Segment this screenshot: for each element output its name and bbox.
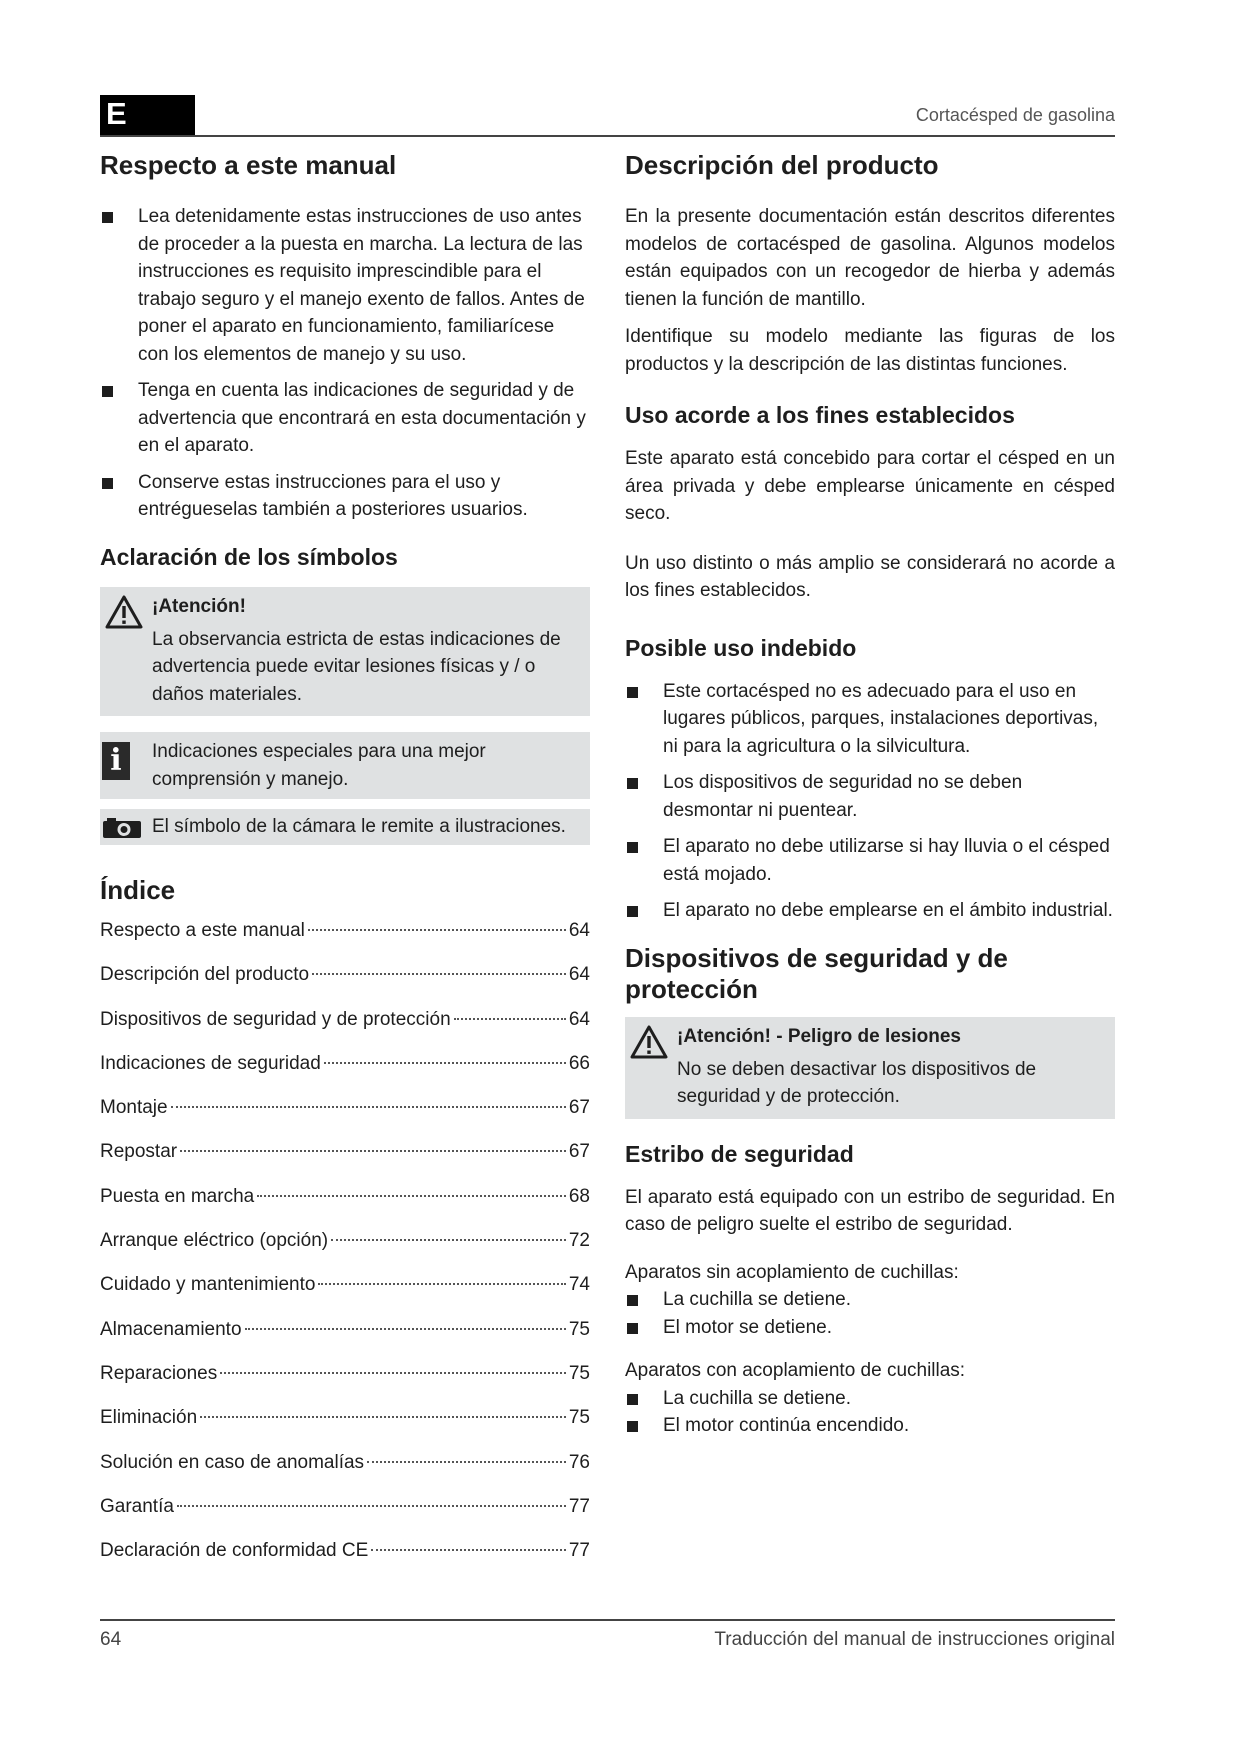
page-number: 64 <box>100 1629 122 1650</box>
list-item: Este cortacésped no es adecuado para el uso en lugares públicos, parques, instalaciones deportivas, ni para la agricultura o la silvicultura. <box>625 678 1115 761</box>
toc-row <box>100 1407 590 1451</box>
page-footer <box>100 1619 1115 1650</box>
toc-page: 75 <box>568 1407 590 1429</box>
toc-title: Dispositivos de seguridad y de protección <box>100 1008 451 1030</box>
intended-use-paragraph: Este aparato está concebido para cortar el césped en un área privada y debe emplearse únicamente en césped seco. <box>625 448 1115 524</box>
toc-row <box>100 920 590 964</box>
toc-page: 77 <box>568 1540 590 1562</box>
left-column <box>100 150 590 1584</box>
toc-leader <box>371 1549 566 1551</box>
manual-heading: Respecto a este manual <box>100 150 397 180</box>
list-item: Lea detenidamente estas instrucciones de uso antes de proceder a la puesta en marcha. La lectura de las instrucciones es requisito imprescindible para el trabajo seguro y el manejo exento de fallos. Antes de poner el aparato en funcionamiento, familiarícese con los elementos de manejo y su uso. <box>100 203 590 368</box>
table-of-contents <box>100 920 590 1584</box>
toc-leader <box>308 929 566 931</box>
safety-attention-title: ¡Atención! - Peligro de lesiones <box>677 1025 961 1047</box>
info-icon: i <box>102 742 130 780</box>
warning-triangle-icon <box>630 1025 668 1059</box>
toc-leader <box>177 1505 566 1507</box>
toc-row <box>100 1009 590 1053</box>
language-tab <box>100 95 195 135</box>
product-paragraph: En la presente documentación están descritos diferentes modelos de cortacésped de gasolina. Algunos modelos están equipados con un recogedor de hierba y además tienen la función de mantillo. <box>625 206 1115 310</box>
toc-title: Declaración de conformidad CE <box>100 1540 369 1562</box>
product-heading: Descripción del producto <box>625 150 939 180</box>
toc-row <box>100 1363 590 1407</box>
camera-icon <box>102 817 142 839</box>
toc-title: Garantía <box>100 1495 174 1517</box>
toc-title: Puesta en marcha <box>100 1185 255 1207</box>
toc-leader <box>367 1461 566 1463</box>
toc-leader <box>180 1150 566 1152</box>
list-item: El aparato no debe emplearse en el ámbito industrial. <box>625 897 1115 925</box>
toc-page: 77 <box>568 1495 590 1517</box>
toc-row <box>100 1230 590 1274</box>
toc-page: 76 <box>568 1451 590 1473</box>
toc-row <box>100 1274 590 1318</box>
list-item: El aparato no debe utilizarse si hay lluvia o el césped está mojado. <box>625 833 1115 888</box>
toc-page: 67 <box>568 1097 590 1119</box>
symbols-heading: Aclaración de los símbolos <box>100 543 398 570</box>
safety-heading: Dispositivos de seguridad y de protección <box>625 942 1008 1004</box>
page-header <box>100 95 1115 137</box>
toc-page: 66 <box>568 1052 590 1074</box>
list-item: El motor se detiene. <box>625 1314 1115 1342</box>
toc-leader <box>331 1239 566 1241</box>
toc-row <box>100 1053 590 1097</box>
toc-title: Descripción del producto <box>100 964 310 986</box>
toc-page: 74 <box>568 1274 590 1296</box>
list-item: Tenga en cuenta las indicaciones de seguridad y de advertencia que encontrará en esta documentación y en el aparato. <box>100 377 590 460</box>
toc-page: 64 <box>568 1008 590 1030</box>
toc-row <box>100 1097 590 1141</box>
footer-text: Traducción del manual de instrucciones original <box>714 1629 1115 1650</box>
toc-page: 75 <box>568 1362 590 1384</box>
toc-row <box>100 1540 590 1584</box>
toc-leader <box>257 1195 566 1197</box>
warning-triangle-icon <box>105 595 143 629</box>
attention-box <box>100 587 590 717</box>
toc-title: Cuidado y mantenimiento <box>100 1274 316 1296</box>
without-coupling-bullets <box>625 1286 1115 1341</box>
safety-attention-box <box>625 1017 1115 1119</box>
attention-text: La observancia estricta de estas indicaciones de advertencia puede evitar lesiones físicas y / o daños materiales. <box>152 628 561 705</box>
toc-page: 64 <box>568 964 590 986</box>
language-code: E <box>106 96 127 131</box>
toc-row <box>100 1496 590 1540</box>
header-title: Cortacésped de gasolina <box>915 105 1115 125</box>
toc-leader <box>220 1372 566 1374</box>
toc-row <box>100 964 590 1008</box>
with-coupling-bullets <box>625 1385 1115 1440</box>
list-item: Los dispositivos de seguridad no se deben desmontar ni puentear. <box>625 769 1115 824</box>
misuse-bullets <box>625 678 1115 925</box>
attention-title: ¡Atención! <box>152 595 246 617</box>
toc-row <box>100 1452 590 1496</box>
toc-title: Almacenamiento <box>100 1318 242 1340</box>
list-item: El motor continúa encendido. <box>625 1412 1115 1440</box>
toc-row <box>100 1186 590 1230</box>
toc-row <box>100 1319 590 1363</box>
toc-title: Eliminación <box>100 1407 198 1429</box>
toc-leader <box>312 973 566 975</box>
toc-leader <box>200 1416 566 1418</box>
toc-leader <box>245 1328 566 1330</box>
info-box <box>100 732 590 799</box>
index-heading: Índice <box>100 875 176 905</box>
info-text: Indicaciones especiales para una mejor comprensión y manejo. <box>152 741 486 790</box>
toc-leader <box>171 1106 566 1108</box>
with-coupling-label: Aparatos con acoplamiento de cuchillas: <box>625 1360 966 1381</box>
toc-row <box>100 1141 590 1185</box>
stirrup-heading: Estribo de seguridad <box>625 1140 854 1167</box>
product-paragraph: Identifique su modelo mediante las figuras de los productos y la descripción de las distintas funciones. <box>625 326 1115 375</box>
list-item: La cuchilla se detiene. <box>625 1385 1115 1413</box>
manual-bullets <box>100 203 590 524</box>
toc-title: Respecto a este manual <box>100 920 305 941</box>
toc-leader <box>454 1018 566 1020</box>
toc-page: 68 <box>568 1185 590 1207</box>
stirrup-paragraph: El aparato está equipado con un estribo de seguridad. En caso de peligro suelte el estribo de seguridad. <box>625 1186 1115 1235</box>
toc-title: Arranque eléctrico (opción) <box>100 1230 329 1252</box>
toc-title: Repostar <box>100 1141 178 1163</box>
toc-title: Indicaciones de seguridad <box>100 1052 321 1074</box>
misuse-heading: Posible uso indebido <box>625 634 857 661</box>
toc-leader <box>324 1062 566 1064</box>
toc-page: 75 <box>568 1318 590 1340</box>
toc-page: 72 <box>568 1230 590 1252</box>
camera-box <box>100 809 590 845</box>
toc-page: 67 <box>568 1141 590 1163</box>
list-item: Conserve estas instrucciones para el uso y entrégueselas también a posteriores usuarios. <box>100 469 590 524</box>
camera-text: El símbolo de la cámara le remite a ilustraciones. <box>152 816 566 837</box>
toc-page: 64 <box>568 920 590 941</box>
safety-attention-text: No se deben desactivar los dispositivos de seguridad y de protección. <box>677 1058 1037 1107</box>
toc-leader <box>318 1283 565 1285</box>
right-column <box>625 150 1115 1440</box>
toc-title: Montaje <box>100 1097 168 1119</box>
intended-use-paragraph: Un uso distinto o más amplio se considerará no acorde a los fines establecidos. <box>625 552 1115 601</box>
toc-title: Solución en caso de anomalías <box>100 1451 365 1473</box>
without-coupling-label: Aparatos sin acoplamiento de cuchillas: <box>625 1261 959 1283</box>
toc-title: Reparaciones <box>100 1362 218 1384</box>
intended-use-heading: Uso acorde a los fines establecidos <box>625 402 1015 428</box>
list-item: La cuchilla se detiene. <box>625 1286 1115 1314</box>
